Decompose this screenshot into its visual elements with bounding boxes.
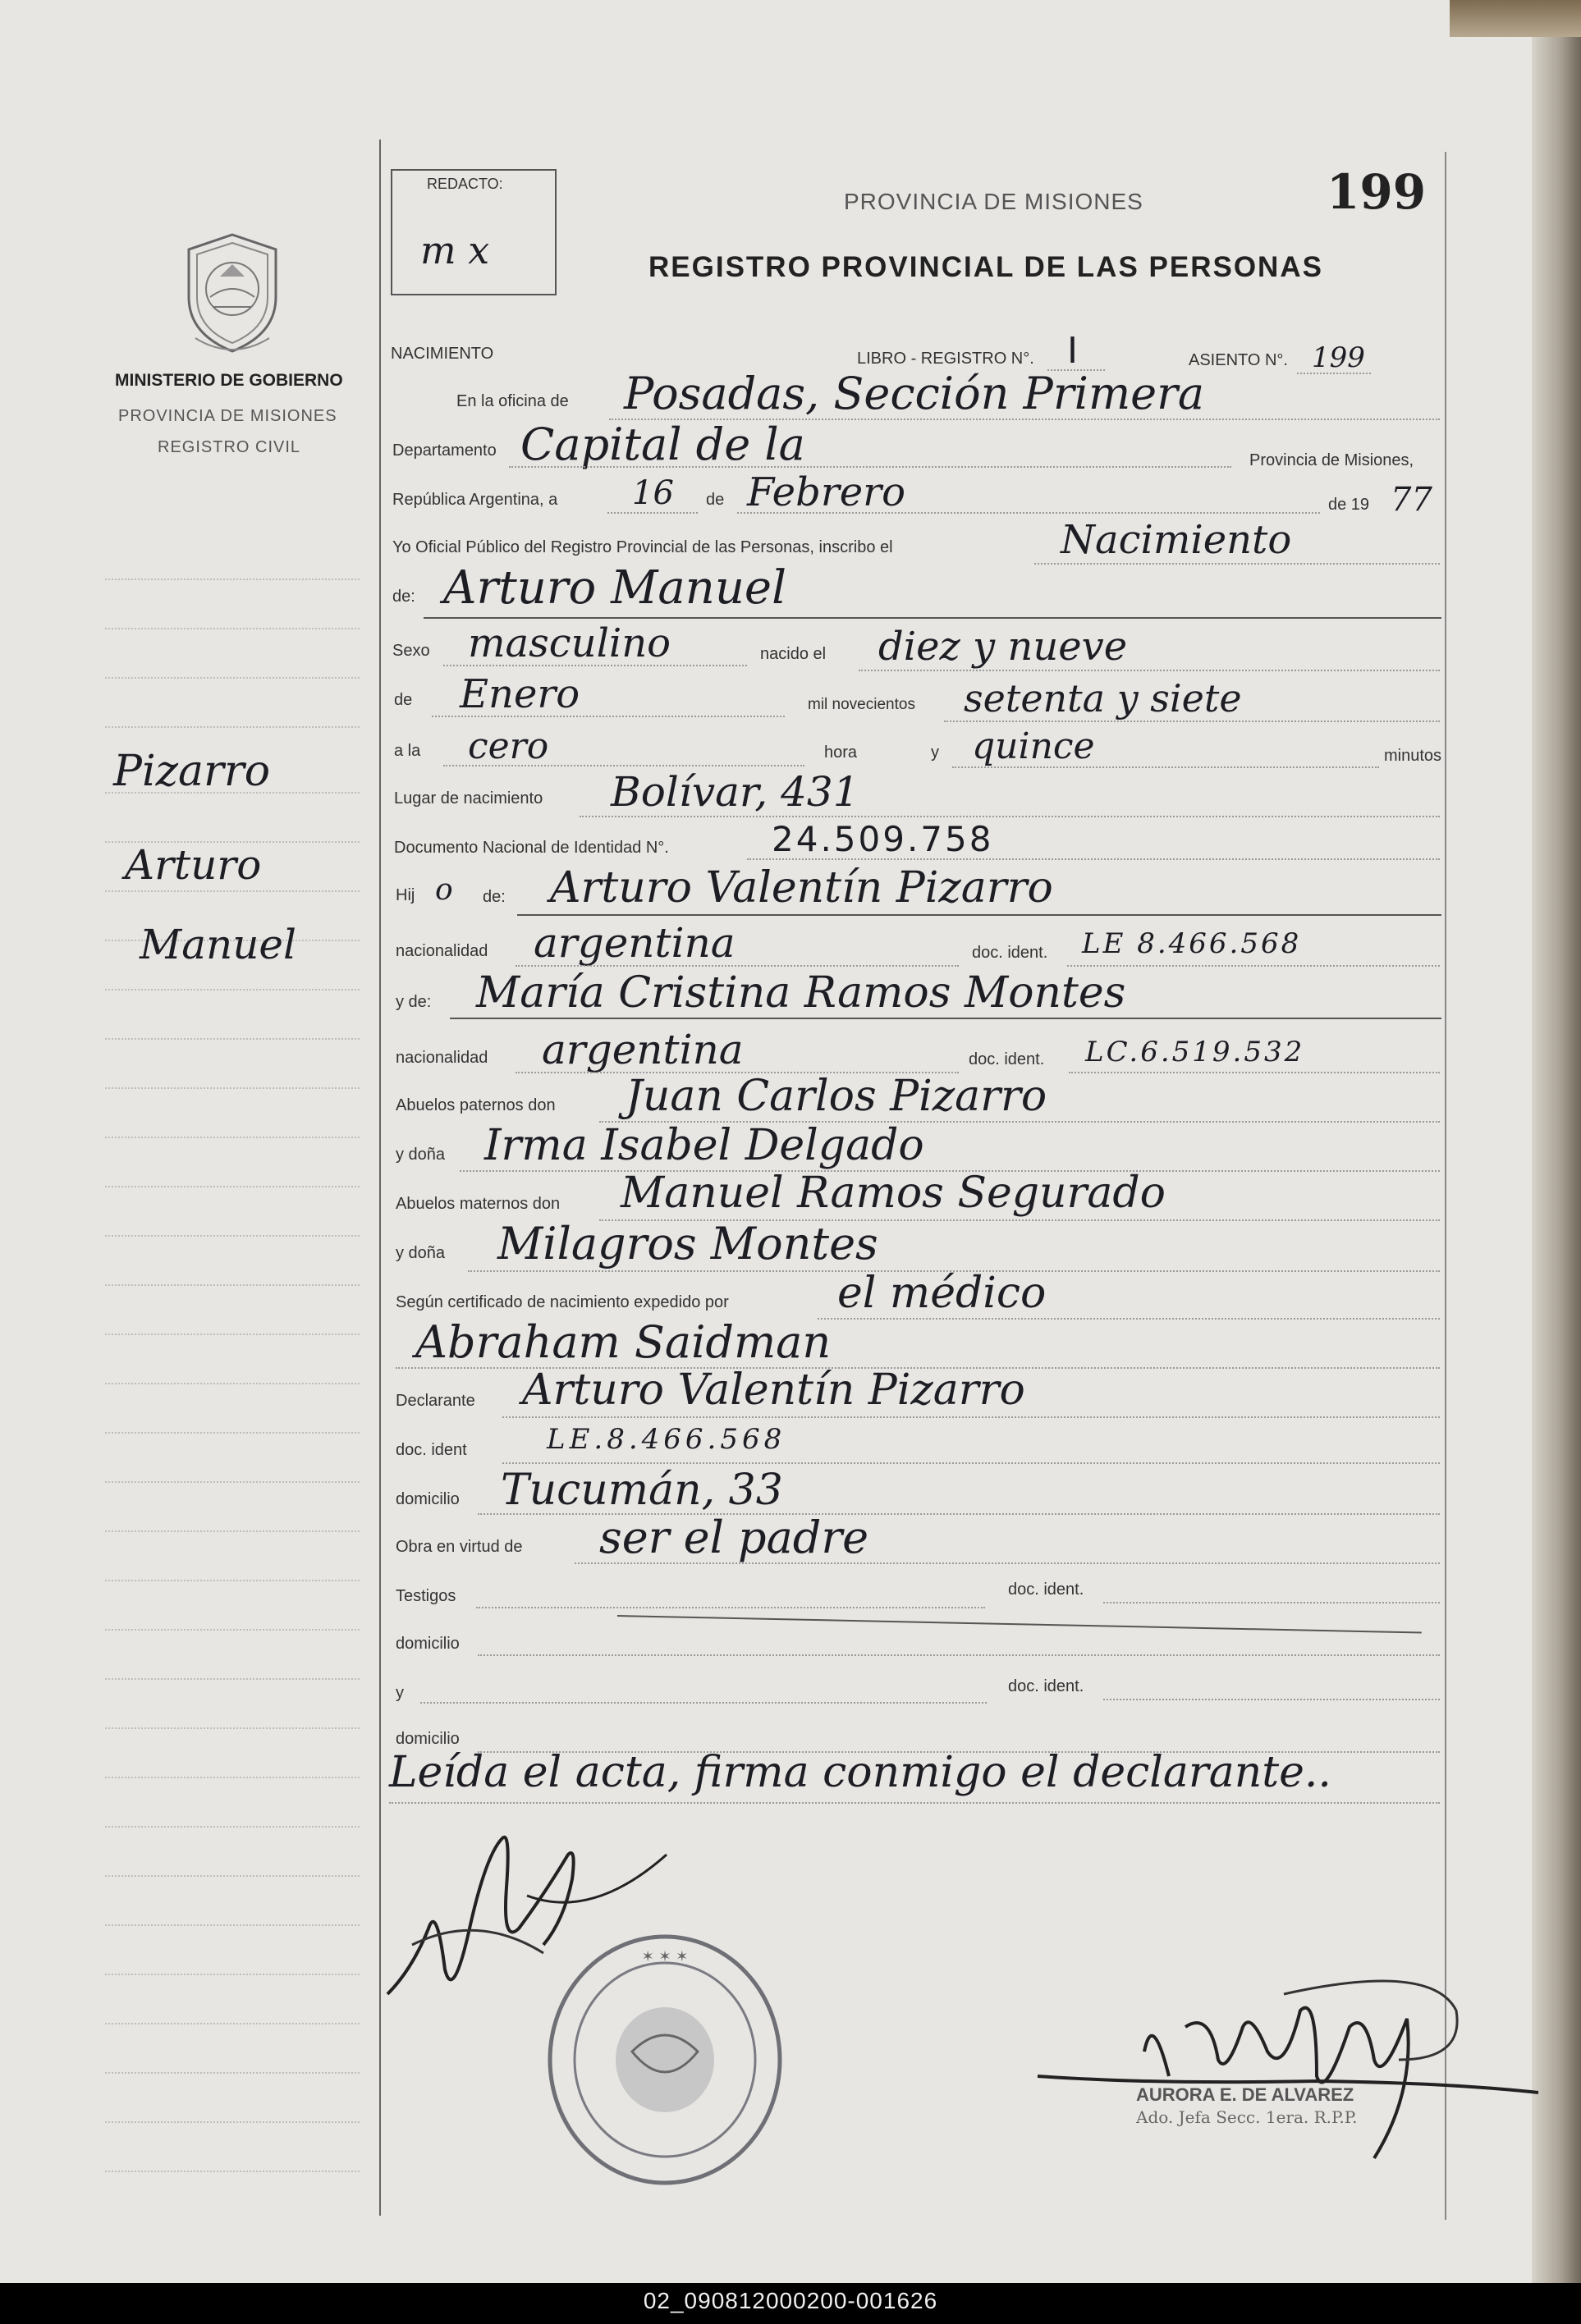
year-value: 77 [1391,481,1432,519]
ala-label: a la [394,742,421,760]
page-edge [1532,0,1581,2283]
footer-code: 02_090812000200-001626 [643,2288,938,2313]
registry-label: REGISTRO CIVIL [158,438,301,456]
domicilio-label: domicilio [396,1490,460,1508]
minutos-label: minutos [1384,747,1442,765]
dni-label: Documento Nacional de Identidad N°. [394,839,669,857]
mil-novecientos-label: mil novecientos [808,696,915,713]
form-right-border [1445,152,1446,2220]
docident5-label: doc. ident. [1008,1677,1084,1695]
hora-value: cero [468,725,549,767]
docident2-label: doc. ident. [969,1050,1045,1068]
child-name-value: Arturo Manuel [443,561,786,615]
nac1-value: argentina [534,919,736,967]
lugar-value: Bolívar, 431 [611,768,859,816]
registry-stamp [542,1928,788,2191]
signature-title: Ado. Jefa Secc. 1era. R.P.P. [1136,2107,1358,2127]
margin-surname: Pizarro [113,747,271,796]
madre-value: María Cristina Ramos Montes [476,968,1126,1018]
page-number: 199 [1327,164,1427,220]
domicilio-value: Tucumán, 33 [501,1466,783,1515]
abuelo-materno-value: Manuel Ramos Segurado [621,1169,1166,1218]
hij-suffix: o [435,873,453,907]
abuelo-paterno-value: Juan Carlos Pizarro [626,1072,1047,1121]
docident1-label: doc. ident. [972,944,1048,962]
official-signature [1021,1961,1547,2175]
libro-value: I [1067,330,1078,372]
ydona2-label: y doña [396,1244,446,1262]
inscribo-value: Nacimiento [1061,517,1292,563]
medico-value: Abraham Saidman [415,1316,832,1368]
testigos-label: Testigos [396,1587,456,1605]
declarante-label: Declarante [396,1392,475,1410]
yde-label: y de: [396,993,432,1011]
header-province: PROVINCIA DE MISIONES [844,189,1143,214]
abuelos-paternos-label: Abuelos paternos don [396,1096,556,1114]
provincia-label: Provincia de Misiones, [1249,451,1414,469]
y2-label: y [396,1684,404,1702]
de3-label: de [394,691,413,709]
docident4-label: doc. ident. [1008,1581,1084,1599]
redacto-value: m x [420,228,490,272]
day-value: 16 [632,474,674,512]
nac2-value: argentina [542,1026,744,1073]
declarante-value: Arturo Valentín Pizarro [522,1366,1025,1415]
mes-nac-value: Enero [460,671,580,717]
domicilio2-label: domicilio [396,1635,460,1653]
obra-value: ser el padre [599,1512,869,1563]
lugar-label: Lugar de nacimiento [394,789,543,807]
departamento-value: Capital de la [520,419,805,470]
nacimiento-label: NACIMIENTO [391,345,494,363]
hora-label: hora [824,743,858,762]
hij-label: Hij [396,886,415,904]
domicilio3-label: domicilio [396,1730,460,1748]
sexo-value: masculino [468,620,671,666]
nac1-label: nacionalidad [396,942,488,960]
de-label: de [706,491,725,509]
month-value: Febrero [747,469,906,515]
certificado-value: el médico [837,1269,1047,1318]
obra-label: Obra en virtud de [396,1538,523,1556]
docident3-label: doc. ident [396,1441,467,1459]
nacido-label: nacido el [760,645,827,663]
libro-label: LIBRO - REGISTRO N°. [857,350,1034,368]
asiento-label: ASIENTO N°. [1189,351,1288,369]
book-cover-corner [1450,0,1581,37]
svg-text:✶ ✶ ✶: ✶ ✶ ✶ [641,1948,689,1965]
asiento-value: 199 [1312,341,1365,374]
docident2-value: LC.6.519.532 [1085,1036,1305,1068]
registry-title: REGISTRO PROVINCIAL DE LAS PERSONAS [648,251,1323,283]
docident1-value: LE 8.466.568 [1082,927,1302,960]
departamento-label: Departamento [392,441,497,460]
year-prefix: de 19 [1328,496,1370,514]
y-label: y [931,743,939,762]
redacto-label: REDACTO: [427,176,503,192]
padre-value: Arturo Valentín Pizarro [550,863,1053,913]
oficina-label: En la oficina de [456,392,569,410]
de2-label: de: [392,588,415,606]
anio-nac-value: setenta y siete [964,676,1242,721]
oficina-value: Posadas, Sección Primera [624,368,1205,419]
signature-name: AURORA E. DE ALVAREZ [1136,2084,1354,2105]
oficial-label: Yo Oficial Público del Registro Provincial de las Personas, inscribo el [392,538,893,556]
republica-label: República Argentina, a [392,491,558,509]
docident3-value: LE.8.466.568 [547,1423,786,1456]
dni-value: 24.509.758 [772,819,994,859]
sidebar-province-label: PROVINCIA DE MISIONES [118,407,337,425]
sexo-label: Sexo [392,642,430,660]
nacido-value: diez y nueve [878,624,1128,670]
coat-of-arms-seal [179,231,286,355]
abuela-paterna-value: Irma Isabel Delgado [484,1121,924,1170]
minutos-value: quince [972,725,1095,767]
abuelos-maternos-label: Abuelos maternos don [396,1195,561,1213]
nac2-label: nacionalidad [396,1049,488,1067]
certificado-label: Según certificado de nacimiento expedido por [396,1293,729,1311]
abuela-materna-value: Milagros Montes [497,1218,878,1270]
margin-name-1: Arturo [125,841,262,889]
ministry-label: MINISTERIO DE GOBIERNO [115,371,343,390]
closing-text: Leída el acta, firma conmigo el declarante.. [389,1748,1331,1797]
ydona1-label: y doña [396,1146,446,1164]
hijde-label: de: [483,888,506,906]
margin-name-2: Manuel [140,921,296,968]
